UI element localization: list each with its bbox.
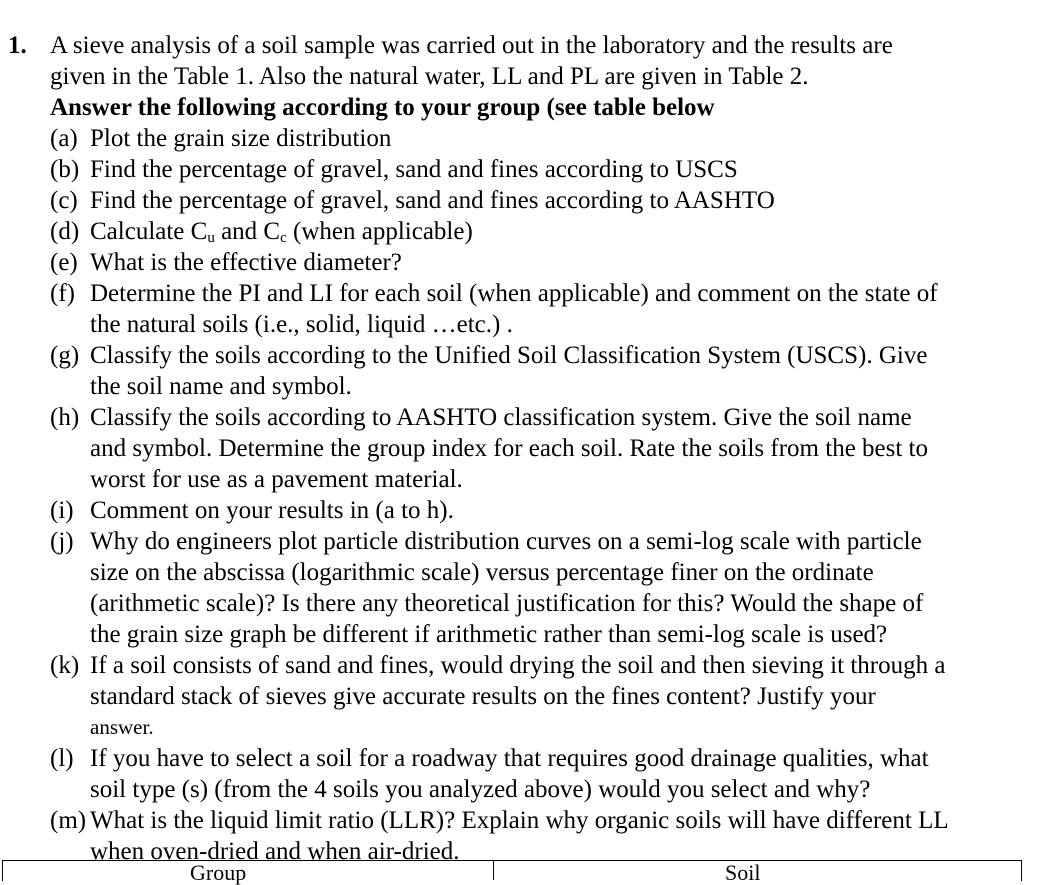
sub-question-f — [50, 278, 1035, 340]
text-fragment: Calculate C — [90, 218, 208, 245]
sub-question-i — [50, 495, 1035, 526]
sub-question-label: (m) — [50, 807, 87, 834]
sub-question-d — [50, 216, 1035, 247]
sub-question-text: If you have to select a soil for a roadway that requires good drainage qualities, what — [90, 745, 929, 772]
group-table-header-group: Group — [190, 860, 247, 885]
intro-line-1: A sieve analysis of a soil sample was carried out in the laboratory and the results are — [50, 32, 893, 59]
sub-question-text: Classify the soils according to the Unified Soil Classification System (USCS). Give — [90, 342, 928, 369]
sub-question-label: (j) — [50, 528, 74, 555]
sub-question-b — [50, 154, 1035, 185]
subscript-u: u — [207, 230, 215, 246]
sub-question-text: Find the percentage of gravel, sand and fines according to AASHTO — [90, 187, 775, 214]
intro-line-2: given in the Table 1. Also the natural water, LL and PL are given in Table 2. — [50, 63, 809, 90]
sub-question-text: Why do engineers plot particle distribution curves on a semi-log scale with particle — [90, 528, 922, 555]
sub-question-label: (h) — [50, 404, 80, 431]
sub-question-label: (d) — [50, 218, 80, 245]
sub-question-text: Determine the PI and LI for each soil (when applicable) and comment on the state of — [90, 280, 938, 307]
sub-question-g — [50, 340, 1035, 402]
sub-question-label: (a) — [50, 125, 78, 152]
group-table-divider — [493, 860, 494, 880]
question-body — [50, 30, 1035, 867]
sub-question-text: when oven-dried and when air-dried. — [90, 838, 460, 865]
sub-question-text: answer. — [90, 715, 154, 739]
sub-question-text: What is the effective diameter? — [90, 249, 402, 276]
sub-question-label: (l) — [50, 745, 74, 772]
sub-question-text: Plot the grain size distribution — [90, 125, 392, 152]
group-table-header-soil: Soil — [725, 860, 761, 885]
sub-question-l — [50, 743, 1035, 805]
sub-question-text: size on the abscissa (logarithmic scale) versus percentage finer on the ordinate — [90, 559, 874, 586]
sub-question-text: the grain size graph be different if arithmetic rather than semi-log scale is used? — [90, 621, 888, 648]
sub-question-a — [50, 123, 1035, 154]
sub-question-c — [50, 185, 1035, 216]
sub-question-text: (arithmetic scale)? Is there any theoretical justification for this? Would the shape of — [90, 590, 924, 617]
sub-question-text: soil type (s) (from the 4 soils you analyzed above) would you select and why? — [90, 776, 871, 803]
sub-question-label: (c) — [50, 187, 78, 214]
sub-question-label: (f) — [50, 280, 75, 307]
sub-question-label: (b) — [50, 156, 80, 183]
sub-question-h — [50, 402, 1035, 495]
sub-question-text: and symbol. Determine the group index for each soil. Rate the soils from the best to — [90, 435, 929, 462]
sub-question-k — [50, 650, 1035, 743]
sub-question-text: Find the percentage of gravel, sand and fines according to USCS — [90, 156, 738, 183]
sub-question-text: If a soil consists of sand and fines, would drying the soil and then sieving it through a — [90, 652, 946, 679]
subscript-c: c — [280, 230, 287, 246]
sub-question-text: What is the liquid limit ratio (LLR)? Explain why organic soils will have different LL — [90, 807, 949, 834]
sub-question-label: (i) — [50, 497, 74, 524]
sub-question-text: Classify the soils according to AASHTO classification system. Give the soil name — [90, 404, 912, 431]
sub-question-text: standard stack of sieves give accurate results on the fines content? Justify your — [90, 683, 876, 710]
sub-question-text: the natural soils (i.e., solid, liquid …etc.) . — [90, 311, 513, 338]
sub-question-j — [50, 526, 1035, 650]
sub-question-text — [90, 216, 1035, 247]
question-number: 1. — [8, 32, 27, 59]
instruction-line: Answer the following according to your group (see table below — [50, 94, 715, 121]
sub-question-label: (g) — [50, 342, 80, 369]
text-fragment: (when applicable) — [286, 218, 473, 245]
sub-question-text: the soil name and symbol. — [90, 373, 352, 400]
sub-question-label: (e) — [50, 249, 78, 276]
text-fragment: and C — [214, 218, 281, 245]
sub-question-list — [50, 123, 1035, 867]
sub-question-text: Comment on your results in (a to h). — [90, 497, 454, 524]
group-table — [2, 860, 1022, 885]
sub-question-m — [50, 805, 1035, 867]
sub-question-label: (k) — [50, 652, 80, 679]
sub-question-e — [50, 247, 1035, 278]
sub-question-text: worst for use as a pavement material. — [90, 466, 463, 493]
